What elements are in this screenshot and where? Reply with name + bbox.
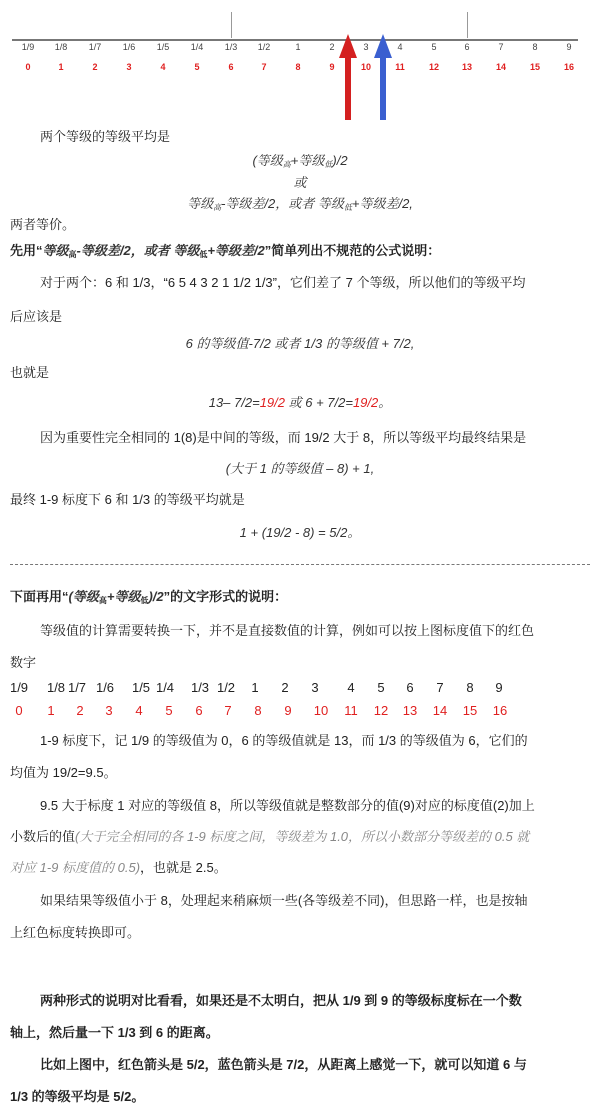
axis-grade-label: 9 [329, 62, 335, 72]
heading-formula-method: 先用“等级$_高$-等级差/2，或者 等级$_低$+等级差/2”简单列出不规范的公式说明： [10, 243, 441, 259]
row-grade-label: 6 [195, 703, 203, 718]
row-scale-label: 1/9 [9, 680, 29, 695]
axis-grade-label: 3 [126, 62, 132, 72]
paragraph-arrows: 比如上图中，红色箭头是 5/2，蓝色箭头是 7/2，从距离上感觉一下，就可以知道 6 与 [40, 1057, 527, 1072]
axis-grade-label: 13 [461, 62, 473, 72]
row-grade-label: 4 [135, 703, 143, 718]
paragraph-because: 因为重要性完全相同的 1(8)是中间的等级，而 19/2 大于 8，所以等级平均最终结果是 [40, 430, 527, 445]
formula-grade-value: 6 的等级值-7/2 或者 1/3 的等级值 + 7/2, [185, 336, 415, 351]
formula-or: 或 [293, 175, 307, 190]
axis-grade-label: 12 [428, 62, 440, 72]
red-arrow [339, 34, 357, 120]
row-grade-label: 7 [224, 703, 232, 718]
axis-scale-label: 1 [295, 42, 301, 52]
axis-grade-label: 11 [395, 62, 405, 72]
formula-final-rule: (大于 1 的等级值 – 8) + 1, [225, 461, 375, 476]
axis-grade-label: 6 [228, 62, 234, 72]
paragraph-decimal-cont: 小数后的值(大于完全相同的各 1-9 标度之间，等级差为 1.0，所以小数部分等级差的 0.5 就 [10, 829, 530, 844]
axis-scale-label: 1/2 [257, 42, 271, 52]
paragraph-conversion: 等级值的计算需要转换一下，并不是直接数值的计算，例如可以按上图标度值下的红色 [40, 623, 535, 638]
paragraph-example-cont: 后应该是 [10, 309, 63, 324]
axis-scale-label: 1/6 [122, 42, 136, 52]
row-grade-label: 5 [165, 703, 173, 718]
row-scale-label: 6 [406, 680, 414, 695]
formula-calc: 13– 7/2=19/2 或 6 + 7/2=19/2。 [208, 395, 392, 410]
row-scale-label: 5 [377, 680, 385, 695]
row-grade-label: 0 [15, 703, 23, 718]
axis-grade-label: 0 [25, 62, 31, 72]
axis-scale-label: 3 [363, 42, 369, 52]
row-scale-label: 1/6 [95, 680, 115, 695]
paragraph-intro: 两个等级的等级平均是 [40, 129, 171, 144]
row-grade-label: 11 [344, 703, 358, 718]
marker-tick-1-3 [231, 12, 232, 38]
row-grade-label: 13 [402, 703, 418, 718]
axis-grade-label: 5 [194, 62, 200, 72]
axis-scale-label: 1/9 [21, 42, 35, 52]
row-scale-label: 1/3 [190, 680, 210, 695]
heading-text-method: 下面再用“(等级$_高$+等级$_低$)/2”的文字形式的说明： [10, 589, 288, 605]
paragraph-less-than-cont: 上红色标度转换即可。 [10, 925, 141, 940]
row-grade-label: 12 [373, 703, 389, 718]
formula-average: (等级$_高$+等级$_低$)/2 [252, 153, 348, 169]
paragraph-example: 对于两个：6 和 1/3，“6 5 4 3 2 1 1/2 1/3”，它们差了 7 个等级，所以他们的等级平均 [40, 275, 526, 290]
row-grade-label: 8 [254, 703, 262, 718]
paragraph-conversion-cont: 数字 [10, 655, 37, 670]
blue-arrow [374, 34, 392, 120]
row-grade-label: 1 [47, 703, 55, 718]
axis-scale-label: 1/3 [224, 42, 238, 52]
axis-scale-label: 1/7 [88, 42, 102, 52]
row-scale-label: 3 [311, 680, 319, 695]
paragraph-less-than: 如果结果等级值小于 8，处理起来稍麻烦一些(各等级差不同)，但思路一样，也是按轴 [40, 893, 528, 908]
paragraph-equivalent: 两者等价。 [10, 217, 76, 232]
section-divider [10, 564, 590, 565]
formula-result: 1 + (19/2 - 8) = 5/2。 [239, 525, 361, 540]
axis-scale-label: 1/8 [54, 42, 68, 52]
axis-grade-label: 10 [360, 62, 372, 72]
paragraph-decimal: 9.5 大于标度 1 对应的等级值 8，所以等级值就是整数部分的值(9)对应的标度值(2)加上 [40, 798, 535, 813]
axis-grade-label: 4 [160, 62, 166, 72]
axis-scale-label: 9 [566, 42, 572, 52]
formula-diff: 等级$_高$-等级差/2，或者 等级$_低$+等级差/2, [187, 196, 413, 212]
row-scale-label: 4 [347, 680, 355, 695]
paragraph-final: 最终 1-9 标度下 6 和 1/3 的等级平均就是 [10, 492, 245, 507]
axis-line [12, 39, 578, 41]
axis-grade-label: 14 [495, 62, 507, 72]
marker-tick-6 [467, 12, 468, 38]
axis-grade-label: 1 [58, 62, 64, 72]
axis-scale-label: 1/4 [190, 42, 204, 52]
paragraph-grade-assign: 1-9 标度下，记 1/9 的等级值为 0，6 的等级值就是 13，而 1/3 的等级值为 6，它们的 [40, 733, 528, 748]
row-grade-label: 15 [462, 703, 478, 718]
axis-scale-label: 4 [397, 42, 403, 52]
paragraph-arrows-cont: 1/3 的等级平均是 5/2。 [10, 1089, 145, 1104]
paragraph-grade-assign-cont: 均值为 19/2=9.5。 [10, 765, 117, 780]
row-scale-label: 1/8 [46, 680, 66, 695]
row-grade-label: 16 [492, 703, 508, 718]
axis-scale-label: 8 [532, 42, 538, 52]
row-scale-label: 1/5 [131, 680, 151, 695]
axis-scale-label: 7 [498, 42, 504, 52]
arrows-svg [338, 34, 394, 124]
row-grade-label: 14 [432, 703, 448, 718]
paragraph-compare-cont: 轴上，然后量一下 1/3 到 6 的距离。 [10, 1025, 219, 1040]
row-scale-label: 1 [251, 680, 259, 695]
axis-grade-label: 7 [261, 62, 267, 72]
axis-scale-label: 5 [431, 42, 437, 52]
row-scale-label: 9 [495, 680, 503, 695]
axis-grade-label: 2 [92, 62, 98, 72]
axis-scale-label: 1/5 [156, 42, 170, 52]
row-grade-label: 3 [105, 703, 113, 718]
paragraph-that-is: 也就是 [10, 365, 50, 380]
axis-scale-label: 6 [464, 42, 470, 52]
row-grade-label: 2 [76, 703, 84, 718]
row-scale-label: 2 [281, 680, 289, 695]
paragraph-compare: 两种形式的说明对比看看，如果还是不太明白，把从 1/9 到 9 的等级标度标在一个数 [40, 993, 522, 1008]
axis-scale-label: 2 [329, 42, 335, 52]
axis-grade-label: 16 [563, 62, 575, 72]
axis-grade-label: 8 [295, 62, 301, 72]
row-scale-label: 1/2 [216, 680, 236, 695]
row-scale-label: 7 [436, 680, 444, 695]
paragraph-decimal-end: 对应 1-9 标度值的 0.5)，也就是 2.5。 [10, 860, 227, 875]
axis-grade-label: 15 [529, 62, 541, 72]
row-grade-label: 10 [313, 703, 329, 718]
row-grade-label: 9 [284, 703, 292, 718]
row-scale-label: 8 [466, 680, 474, 695]
row-scale-label: 1/7 [67, 680, 87, 695]
row-scale-label: 1/4 [155, 680, 175, 695]
